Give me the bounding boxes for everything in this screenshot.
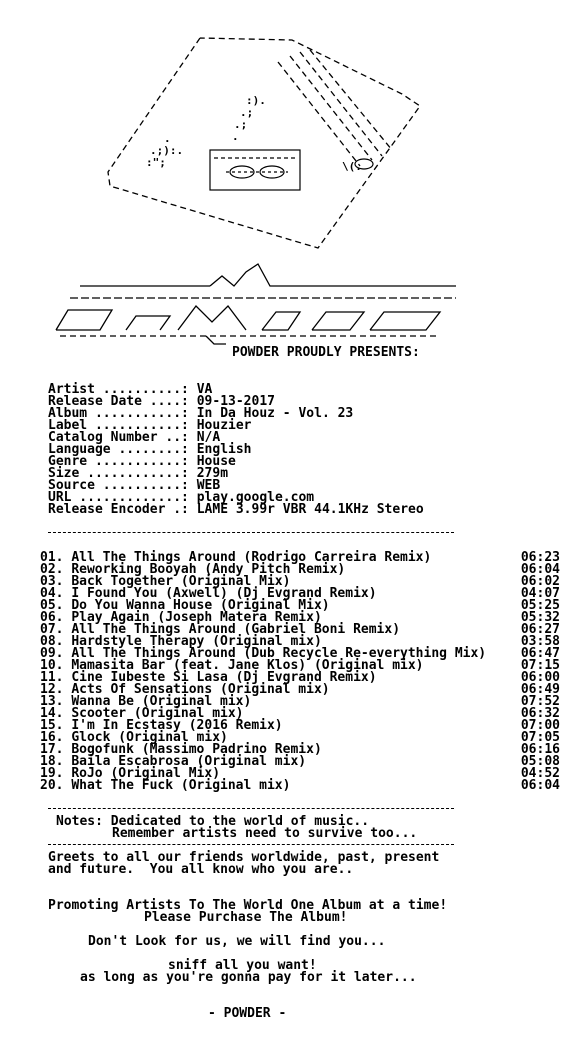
track-title: Play Again (Joseph Matera Remix) [71, 610, 322, 625]
info-label: Label ...........: [48, 418, 189, 433]
svg-text::).: :). [246, 94, 266, 107]
track-duration: 06:04 [520, 562, 560, 577]
track-number: 03. [40, 574, 64, 589]
track-number: 02. [40, 562, 64, 577]
track-title: Reworking Booyah (Andy Pitch Remix) [71, 562, 346, 577]
track-title: Hardstyle Therapy (Original mix) [71, 634, 322, 649]
info-value: 279m [196, 466, 229, 481]
closing-line: Don't Look for us, we will find you... [88, 934, 386, 949]
svg-text:.: . [232, 130, 239, 143]
track-title: All The Things Around (Dub Recycle Re-everything Mix) [71, 646, 487, 661]
track-number: 16. [40, 730, 64, 745]
track-row [40, 780, 560, 792]
svg-text:.;: .; [240, 106, 254, 119]
track-duration: 06:23 [520, 550, 560, 565]
track-duration: 07:15 [520, 658, 560, 673]
info-value: WEB [196, 478, 221, 493]
track-duration: 05:25 [520, 598, 560, 613]
track-number: 08. [40, 634, 64, 649]
track-number: 19. [40, 766, 64, 781]
info-label: Release Date ....: [48, 394, 189, 409]
track-number: 06. [40, 610, 64, 625]
track-number: 12. [40, 682, 64, 697]
track-number: 17. [40, 742, 64, 757]
divider [48, 844, 454, 845]
svg-text::";: :"; [146, 156, 166, 169]
svg-text:.;):.: .;):. [150, 144, 184, 157]
track-number: 07. [40, 622, 64, 637]
track-duration: 06:47 [520, 646, 560, 661]
track-duration: 04:07 [520, 586, 560, 601]
info-value: play.google.com [196, 490, 315, 505]
track-duration: 06:00 [520, 670, 560, 685]
info-label: Release Encoder .: [48, 502, 189, 517]
track-duration: 07:00 [520, 718, 560, 733]
track-title: RoJo (Original Mix) [71, 766, 221, 781]
track-title: I'm In Ecstasy (2016 Remix) [71, 718, 283, 733]
track-title: I Found You (Axwell) (Dj Evgrand Remix) [71, 586, 377, 601]
powder-ascii-logo [0, 0, 568, 350]
svg-text:.: . [164, 132, 171, 145]
track-duration: 06:32 [520, 706, 560, 721]
track-title: Cine Iubeste Si Lasa (Dj Evgrand Remix) [71, 670, 377, 685]
track-title: Do You Wanna House (Original Mix) [71, 598, 330, 613]
track-duration: 05:32 [520, 610, 560, 625]
track-number: 20. [40, 778, 64, 793]
info-label: URL .............: [48, 490, 189, 505]
info-value: 09-13-2017 [196, 394, 275, 409]
track-duration: 03:58 [520, 634, 560, 649]
track-title: Back Together (Original Mix) [71, 574, 291, 589]
info-label: Source ..........: [48, 478, 189, 493]
closing-line: as long as you're gonna pay for it later... [80, 970, 417, 985]
track-duration: 04:52 [520, 766, 560, 781]
track-number: 01. [40, 550, 64, 565]
info-value: LAME 3.99r VBR 44.1KHz Stereo [196, 502, 424, 517]
greets-line: and future. You all know who you are.. [48, 862, 354, 877]
presents-heading: POWDER PROUDLY PRESENTS: [232, 345, 420, 360]
divider [48, 808, 454, 809]
info-value: Houzier [196, 418, 252, 433]
track-title: Glock (Original mix) [71, 730, 228, 745]
track-duration: 06:16 [520, 742, 560, 757]
svg-text:.;: .; [234, 118, 248, 131]
info-value: English [196, 442, 252, 457]
track-number: 11. [40, 670, 64, 685]
info-row-encoder [48, 504, 424, 516]
track-number: 13. [40, 694, 64, 709]
signature: - POWDER - [208, 1006, 287, 1021]
tracklist [40, 552, 560, 792]
divider [48, 532, 454, 533]
promo-line: Please Purchase The Album! [144, 910, 348, 925]
track-title: Mamasita Bar (feat. Jane Klos) (Original mix) [71, 658, 424, 673]
info-value: N/A [196, 430, 221, 445]
track-duration: 07:52 [520, 694, 560, 709]
info-value: VA [196, 382, 213, 397]
track-duration: 06:02 [520, 574, 560, 589]
track-title: What The Fuck (Original mix) [71, 778, 291, 793]
info-label: Artist ..........: [48, 382, 189, 397]
track-title: Bogofunk (Massimo Padrino Remix) [71, 742, 322, 757]
track-title: All The Things Around (Rodrigo Carreira Remix) [71, 550, 432, 565]
track-title: Scooter (Original mix) [71, 706, 244, 721]
track-duration: 07:05 [520, 730, 560, 745]
track-number: 05. [40, 598, 64, 613]
info-label: Genre ...........: [48, 454, 189, 469]
info-label: Size ............: [48, 466, 189, 481]
track-title: Acts Of Sensations (Original mix) [71, 682, 330, 697]
track-number: 04. [40, 586, 64, 601]
notes-line: Remember artists need to survive too... [112, 826, 418, 841]
track-number: 18. [40, 754, 64, 769]
info-value: In Da Houz - Vol. 23 [196, 406, 354, 421]
track-duration: 06:49 [520, 682, 560, 697]
greets-line: Greets to all our friends worldwide, past, present [48, 850, 440, 865]
release-info [48, 384, 424, 516]
track-title: Wanna Be (Original mix) [71, 694, 252, 709]
track-number: 09. [40, 646, 64, 661]
notes-line: Notes: Dedicated to the world of music.. [56, 814, 370, 829]
svg-text:\(.: \(. [342, 160, 362, 173]
track-duration: 06:04 [520, 778, 560, 793]
promo-line: Promoting Artists To The World One Album at a time! [48, 898, 448, 913]
track-number: 14. [40, 706, 64, 721]
closing-line: sniff all you want! [168, 958, 317, 973]
track-number: 10. [40, 658, 64, 673]
track-number: 15. [40, 718, 64, 733]
info-label: Album ...........: [48, 406, 189, 421]
track-duration: 05:08 [520, 754, 560, 769]
info-label: Catalog Number ..: [48, 430, 189, 445]
track-title: Baila Escabrosa (Original mix) [71, 754, 307, 769]
info-value: House [196, 454, 236, 469]
info-label: Language ........: [48, 442, 189, 457]
track-duration: 06:27 [520, 622, 560, 637]
track-title: All The Things Around (Gabriel Boni Remix) [71, 622, 401, 637]
